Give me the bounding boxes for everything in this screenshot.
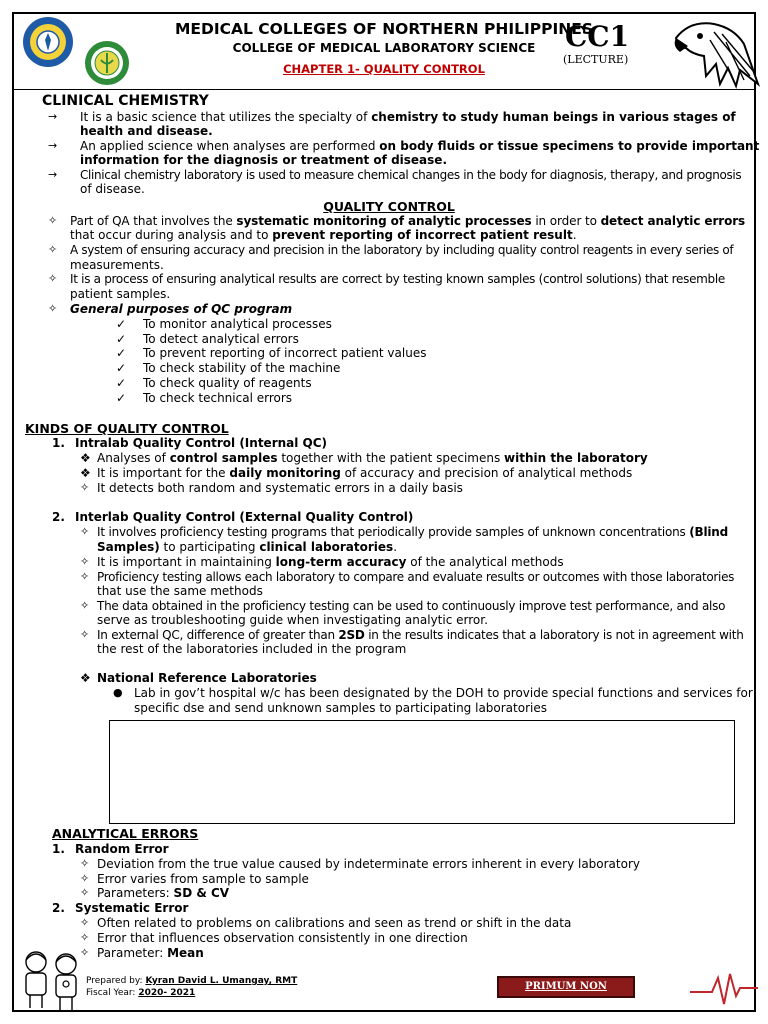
random-number: 1. [52,842,65,856]
nrl-item-cont: specific dse and send unknown samples to participating laboratories [134,701,547,715]
motto-badge: PRIMUM NON NOCERE [497,976,635,998]
clinical-title: CLINICAL CHEMISTRY [42,93,209,109]
systematic-item-3: Parameter: Mean [97,946,204,960]
qc-purpose-item: To check stability of the machine [143,361,341,376]
arrow-icon: → [48,139,58,152]
random-item-2: Error varies from sample to sample [97,872,309,886]
systematic-item-1: Often related to problems on calibrations and seen as trend or shift in the data [97,916,572,930]
systematic-title: Systematic Error [75,901,189,915]
intralab-item-2: It is important for the daily monitoring of accuracy and precision of analytical methods [97,466,633,480]
diamond-star-icon: ✧ [80,525,90,538]
interlab-item-1: It involves proficiency testing programs that periodically provide samples of unknown concentrations (Blind [97,525,729,539]
heartbeat-line-icon [690,968,758,1008]
diamond-star-icon: ✧ [48,243,58,256]
diamond-bullet-icon: ❖ [80,466,91,480]
checkmark-icon: ✓ [116,346,127,361]
institution-title: MEDICAL COLLEGES OF NORTHERN PHILIPPINES [175,20,593,38]
interlab-item-2: It is important in maintaining long-term accuracy of the analytical methods [97,555,564,569]
qc-purpose-item: To detect analytical errors [143,331,299,346]
doctor-cartoon-icon [16,948,88,1012]
qc-title: QUALITY CONTROL [323,199,455,214]
errors-title: ANALYTICAL ERRORS [52,826,199,841]
qc-purposes-title: General purposes of QC program [70,302,293,316]
qc-item-1: Part of QA that involves the systematic monitoring of analytic processes in order to detect analytic errors [70,214,746,228]
dot-bullet-icon: ● [113,686,123,699]
prepared-by: Prepared by: Kyran David L. Umangay, RMT [86,976,298,986]
qc-item-1-cont: that occur during analysis and to prevent reporting of incorrect patient result. [70,228,577,242]
diamond-star-icon: ✧ [80,931,90,944]
diamond-star-icon: ✧ [80,916,90,929]
fiscal-year: Fiscal Year: 2020- 2021 [86,988,196,998]
diamond-star-icon: ✧ [48,302,58,315]
clinical-item-2-cont: information for the diagnosis or treatment of disease. [80,153,447,167]
intralab-item-3: It detects both random and systematic errors in a daily basis [97,481,463,495]
interlab-title: Interlab Quality Control (External Quality Control) [75,510,414,524]
checkmark-icon: ✓ [116,375,127,390]
diamond-star-icon: ✧ [48,214,58,227]
diamond-star-icon: ✧ [80,857,90,870]
interlab-number: 2. [52,510,65,524]
qc-purpose-item: To check quality of reagents [143,375,312,390]
random-item-1: Deviation from the true value caused by indeterminate errors inherent in every laboratory [97,857,640,871]
nrl-title: National Reference Laboratories [97,671,317,685]
diamond-star-icon: ✧ [80,481,90,494]
chapter-title: CHAPTER 1- QUALITY CONTROL [283,62,485,76]
diamond-star-icon: ✧ [80,555,90,568]
arrow-icon: → [48,168,58,181]
systematic-item-2: Error that influences observation consistently in one direction [97,931,468,945]
course-code: CC1 [565,20,630,53]
checkmark-icon: ✓ [116,317,127,331]
course-type: (LECTURE) [563,53,629,66]
qc-purpose-item: To prevent reporting of incorrect patient values [143,346,427,361]
college-title: COLLEGE OF MEDICAL LABORATORY SCIENCE [232,41,536,55]
clinical-item-1: It is a basic science that utilizes the specialty of chemistry to study human beings in various stages of [80,110,736,124]
diamond-star-icon: ✧ [80,599,90,612]
checkmark-icon: ✓ [116,361,127,376]
qc-purpose-item: To check technical errors [143,390,293,405]
clinical-item-1-cont: health and disease. [80,124,213,138]
arrow-icon: → [48,110,58,123]
diamond-bullet-icon: ❖ [80,451,91,465]
interlab-item-5-cont: the rest of the laboratories included in the program [97,642,407,656]
random-title: Random Error [75,842,169,856]
diamond-star-icon: ✧ [48,272,58,285]
nrl-item: Lab in gov’t hospital w/c has been designated by the DOH to provide special functions and services for [134,686,753,700]
diamond-bullet-icon: ❖ [80,671,91,685]
interlab-item-5: In external QC, difference of greater than 2SD in the results indicates that a laboratory is not in agreement with [97,628,744,642]
clinical-item-3: Clinical chemistry laboratory is used to measure chemical changes in the body for diagnosis, therapy, and prognosis [80,168,742,182]
intralab-title: Intralab Quality Control (Internal QC) [75,436,328,450]
qc-item-3: It is a process of ensuring analytical results are correct by testing known samples (control solutions) that resemble [70,272,725,286]
clinical-item-3-cont: of disease. [80,182,145,196]
interlab-item-4: The data obtained in the proficiency testing can be used to continuously improve test performance, and also [97,599,726,613]
interlab-item-1-cont: Samples) to participating clinical laboratories. [97,540,398,554]
diamond-star-icon: ✧ [80,570,90,583]
interlab-item-3: Proficiency testing allows each laboratory to compare and evaluate results or outcomes with those laboratories [97,570,735,584]
header-divider [14,89,754,90]
intralab-item-1: Analyses of control samples together with the patient specimens within the laboratory [97,451,648,465]
qc-item-3-cont: patient samples. [70,287,171,301]
interlab-item-4-cont: serve as troubleshooting guide when investigating analytic error. [97,613,488,627]
kinds-title: KINDS OF QUALITY CONTROL [25,421,229,436]
qc-item-2-cont: measurements. [70,258,164,272]
qc-purpose-item: To monitor analytical processes [143,317,332,331]
diamond-star-icon: ✧ [80,872,90,885]
diamond-star-icon: ✧ [80,886,90,899]
qc-item-2: A system of ensuring accuracy and precision in the laboratory by including quality control reagents in every series of [70,243,734,257]
checkmark-icon: ✓ [116,390,127,405]
systematic-number: 2. [52,901,65,915]
diamond-star-icon: ✧ [80,628,90,641]
random-item-3: Parameters: SD & CV [97,886,230,900]
interlab-item-3-cont: that use the same methods [97,584,263,598]
intralab-number: 1. [52,436,65,450]
checkmark-icon: ✓ [116,331,127,346]
eagle-head-icon [670,14,762,94]
image-placeholder-box [109,720,735,824]
diamond-star-icon: ✧ [80,946,90,959]
clinical-item-2: An applied science when analyses are performed on body fluids or tissue specimens to provide important [80,139,760,153]
